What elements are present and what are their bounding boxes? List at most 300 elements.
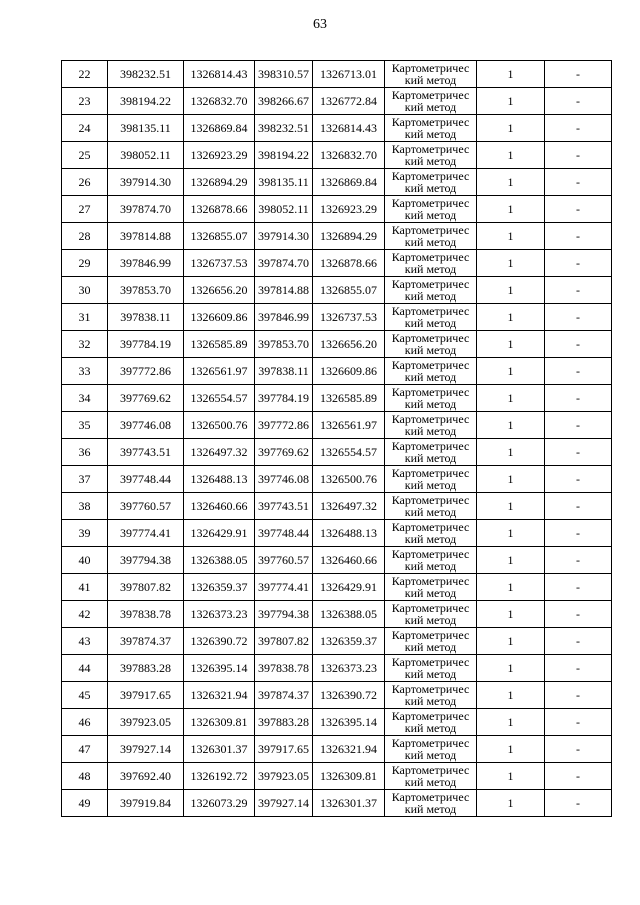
y-existing-cell: 1326373.23	[184, 601, 255, 628]
method-line-2: кий метод	[404, 262, 457, 276]
table-row	[62, 493, 612, 520]
x-existing-cell: 397838.11	[108, 304, 184, 331]
method-line-2: кий метод	[404, 370, 457, 384]
x-existing-cell: 397760.57	[108, 493, 184, 520]
note-cell: -	[545, 790, 612, 817]
x-existing-cell: 397743.51	[108, 439, 184, 466]
y-existing-cell: 1326656.20	[184, 277, 255, 304]
y-existing-cell: 1326073.29	[184, 790, 255, 817]
note-cell: -	[545, 142, 612, 169]
x-new-cell: 397748.44	[255, 520, 313, 547]
table-body	[62, 61, 612, 817]
accuracy-cell: 1	[477, 493, 545, 520]
method-cell	[385, 169, 477, 196]
note-cell: -	[545, 277, 612, 304]
table-row	[62, 115, 612, 142]
y-existing-cell: 1326388.05	[184, 547, 255, 574]
table-row	[62, 520, 612, 547]
point-number-cell: 22	[62, 61, 108, 88]
note-cell: -	[545, 88, 612, 115]
x-new-cell: 397846.99	[255, 304, 313, 331]
y-new-cell: 1326500.76	[313, 466, 385, 493]
method-line-1: Картометричес	[391, 466, 470, 480]
method-cell	[385, 412, 477, 439]
method-cell	[385, 331, 477, 358]
x-existing-cell: 397807.82	[108, 574, 184, 601]
x-new-cell: 397769.62	[255, 439, 313, 466]
point-number-cell: 23	[62, 88, 108, 115]
y-new-cell: 1326737.53	[313, 304, 385, 331]
method-line-2: кий метод	[404, 424, 457, 438]
x-existing-cell: 397853.70	[108, 277, 184, 304]
table-row	[62, 169, 612, 196]
y-new-cell: 1326855.07	[313, 277, 385, 304]
y-existing-cell: 1326923.29	[184, 142, 255, 169]
y-new-cell: 1326923.29	[313, 196, 385, 223]
method-cell	[385, 709, 477, 736]
method-cell	[385, 493, 477, 520]
y-existing-cell: 1326497.32	[184, 439, 255, 466]
accuracy-cell: 1	[477, 736, 545, 763]
method-line-1: Картометричес	[391, 682, 470, 696]
point-number-cell: 36	[62, 439, 108, 466]
y-new-cell: 1326713.01	[313, 61, 385, 88]
note-cell: -	[545, 439, 612, 466]
note-cell: -	[545, 412, 612, 439]
method-line-1: Картометричес	[391, 88, 470, 102]
method-line-1: Картометричес	[391, 115, 470, 129]
method-cell	[385, 790, 477, 817]
accuracy-cell: 1	[477, 250, 545, 277]
method-line-2: кий метод	[404, 775, 457, 789]
note-cell: -	[545, 169, 612, 196]
note-cell: -	[545, 601, 612, 628]
point-number-cell: 39	[62, 520, 108, 547]
x-new-cell: 398266.67	[255, 88, 313, 115]
accuracy-cell: 1	[477, 196, 545, 223]
point-number-cell: 35	[62, 412, 108, 439]
note-cell: -	[545, 655, 612, 682]
point-number-cell: 26	[62, 169, 108, 196]
note-cell: -	[545, 682, 612, 709]
y-existing-cell: 1326390.72	[184, 628, 255, 655]
method-line-1: Картометричес	[391, 358, 470, 372]
table-row	[62, 412, 612, 439]
x-new-cell: 397784.19	[255, 385, 313, 412]
method-line-1: Картометричес	[391, 223, 470, 237]
note-cell: -	[545, 493, 612, 520]
method-line-1: Картометричес	[391, 493, 470, 507]
point-number-cell: 33	[62, 358, 108, 385]
note-cell: -	[545, 223, 612, 250]
method-line-1: Картометричес	[391, 331, 470, 345]
note-cell: -	[545, 61, 612, 88]
table-row	[62, 790, 612, 817]
method-cell	[385, 115, 477, 142]
table-row	[62, 574, 612, 601]
y-new-cell: 1326832.70	[313, 142, 385, 169]
method-line-1: Картометричес	[391, 277, 470, 291]
note-cell: -	[545, 196, 612, 223]
y-new-cell: 1326395.14	[313, 709, 385, 736]
method-line-1: Картометричес	[391, 790, 470, 804]
x-existing-cell: 398052.11	[108, 142, 184, 169]
method-line-1: Картометричес	[391, 169, 470, 183]
x-existing-cell: 397874.70	[108, 196, 184, 223]
method-line-1: Картометричес	[391, 439, 470, 453]
x-new-cell: 397760.57	[255, 547, 313, 574]
method-cell	[385, 682, 477, 709]
x-existing-cell: 398232.51	[108, 61, 184, 88]
table-row	[62, 628, 612, 655]
x-new-cell: 398052.11	[255, 196, 313, 223]
method-line-2: кий метод	[404, 289, 457, 303]
y-existing-cell: 1326894.29	[184, 169, 255, 196]
method-cell	[385, 466, 477, 493]
point-number-cell: 47	[62, 736, 108, 763]
note-cell: -	[545, 736, 612, 763]
accuracy-cell: 1	[477, 439, 545, 466]
method-line-2: кий метод	[404, 73, 457, 87]
method-line-1: Картометричес	[391, 142, 470, 156]
method-cell	[385, 196, 477, 223]
method-cell	[385, 385, 477, 412]
x-existing-cell: 397774.41	[108, 520, 184, 547]
method-line-2: кий метод	[404, 397, 457, 411]
note-cell: -	[545, 385, 612, 412]
note-cell: -	[545, 331, 612, 358]
table-row	[62, 736, 612, 763]
y-existing-cell: 1326309.81	[184, 709, 255, 736]
note-cell: -	[545, 628, 612, 655]
table-row	[62, 331, 612, 358]
point-number-cell: 41	[62, 574, 108, 601]
method-line-1: Картометричес	[391, 574, 470, 588]
accuracy-cell: 1	[477, 277, 545, 304]
y-existing-cell: 1326869.84	[184, 115, 255, 142]
accuracy-cell: 1	[477, 547, 545, 574]
table-row	[62, 304, 612, 331]
x-existing-cell: 397772.86	[108, 358, 184, 385]
x-existing-cell: 397814.88	[108, 223, 184, 250]
y-new-cell: 1326497.32	[313, 493, 385, 520]
note-cell: -	[545, 250, 612, 277]
method-line-2: кий метод	[404, 478, 457, 492]
x-new-cell: 397923.05	[255, 763, 313, 790]
x-existing-cell: 398135.11	[108, 115, 184, 142]
method-cell	[385, 520, 477, 547]
method-line-2: кий метод	[404, 640, 457, 654]
point-number-cell: 27	[62, 196, 108, 223]
table-row	[62, 709, 612, 736]
table-row	[62, 655, 612, 682]
method-line-2: кий метод	[404, 316, 457, 330]
x-new-cell: 397874.70	[255, 250, 313, 277]
accuracy-cell: 1	[477, 142, 545, 169]
y-new-cell: 1326814.43	[313, 115, 385, 142]
accuracy-cell: 1	[477, 385, 545, 412]
table-row	[62, 466, 612, 493]
accuracy-cell: 1	[477, 601, 545, 628]
method-cell	[385, 88, 477, 115]
accuracy-cell: 1	[477, 115, 545, 142]
accuracy-cell: 1	[477, 169, 545, 196]
table-row	[62, 223, 612, 250]
x-new-cell: 398232.51	[255, 115, 313, 142]
method-line-2: кий метод	[404, 208, 457, 222]
y-existing-cell: 1326814.43	[184, 61, 255, 88]
method-cell	[385, 439, 477, 466]
y-existing-cell: 1326192.72	[184, 763, 255, 790]
y-new-cell: 1326869.84	[313, 169, 385, 196]
accuracy-cell: 1	[477, 574, 545, 601]
point-number-cell: 48	[62, 763, 108, 790]
accuracy-cell: 1	[477, 628, 545, 655]
accuracy-cell: 1	[477, 655, 545, 682]
accuracy-cell: 1	[477, 304, 545, 331]
method-cell	[385, 736, 477, 763]
accuracy-cell: 1	[477, 61, 545, 88]
method-cell	[385, 142, 477, 169]
x-existing-cell: 397746.08	[108, 412, 184, 439]
method-cell	[385, 223, 477, 250]
method-line-2: кий метод	[404, 100, 457, 114]
accuracy-cell: 1	[477, 412, 545, 439]
point-number-cell: 49	[62, 790, 108, 817]
method-line-2: кий метод	[404, 505, 457, 519]
table-row	[62, 250, 612, 277]
y-new-cell: 1326561.97	[313, 412, 385, 439]
accuracy-cell: 1	[477, 358, 545, 385]
table-row	[62, 88, 612, 115]
y-new-cell: 1326429.91	[313, 574, 385, 601]
x-new-cell: 397814.88	[255, 277, 313, 304]
y-existing-cell: 1326585.89	[184, 331, 255, 358]
x-existing-cell: 397794.38	[108, 547, 184, 574]
point-number-cell: 40	[62, 547, 108, 574]
method-line-2: кий метод	[404, 802, 457, 816]
x-existing-cell: 397846.99	[108, 250, 184, 277]
y-existing-cell: 1326561.97	[184, 358, 255, 385]
method-line-2: кий метод	[404, 721, 457, 735]
method-cell	[385, 655, 477, 682]
coordinates-table	[61, 60, 612, 817]
method-line-1: Картометричес	[391, 628, 470, 642]
method-line-2: кий метод	[404, 451, 457, 465]
y-existing-cell: 1326395.14	[184, 655, 255, 682]
x-existing-cell: 397917.65	[108, 682, 184, 709]
x-new-cell: 397914.30	[255, 223, 313, 250]
y-new-cell: 1326301.37	[313, 790, 385, 817]
table-row	[62, 142, 612, 169]
method-line-1: Картометричес	[391, 412, 470, 426]
method-line-1: Картометричес	[391, 196, 470, 210]
point-number-cell: 44	[62, 655, 108, 682]
x-new-cell: 397917.65	[255, 736, 313, 763]
point-number-cell: 43	[62, 628, 108, 655]
x-existing-cell: 397769.62	[108, 385, 184, 412]
method-line-2: кий метод	[404, 667, 457, 681]
note-cell: -	[545, 304, 612, 331]
method-line-2: кий метод	[404, 235, 457, 249]
method-line-1: Картометричес	[391, 61, 470, 75]
y-new-cell: 1326321.94	[313, 736, 385, 763]
page-number: 63	[313, 17, 327, 32]
point-number-cell: 32	[62, 331, 108, 358]
note-cell: -	[545, 115, 612, 142]
note-cell: -	[545, 547, 612, 574]
x-existing-cell: 397692.40	[108, 763, 184, 790]
y-new-cell: 1326388.05	[313, 601, 385, 628]
method-line-1: Картометричес	[391, 655, 470, 669]
y-existing-cell: 1326301.37	[184, 736, 255, 763]
x-existing-cell: 397784.19	[108, 331, 184, 358]
note-cell: -	[545, 520, 612, 547]
y-existing-cell: 1326488.13	[184, 466, 255, 493]
y-new-cell: 1326488.13	[313, 520, 385, 547]
y-new-cell: 1326772.84	[313, 88, 385, 115]
x-new-cell: 397838.78	[255, 655, 313, 682]
point-number-cell: 28	[62, 223, 108, 250]
table-row	[62, 682, 612, 709]
x-existing-cell: 397927.14	[108, 736, 184, 763]
x-new-cell: 397772.86	[255, 412, 313, 439]
method-line-2: кий метод	[404, 613, 457, 627]
method-line-2: кий метод	[404, 532, 457, 546]
y-new-cell: 1326656.20	[313, 331, 385, 358]
x-new-cell: 398194.22	[255, 142, 313, 169]
table-row	[62, 439, 612, 466]
y-new-cell: 1326878.66	[313, 250, 385, 277]
method-line-1: Картометричес	[391, 736, 470, 750]
x-new-cell: 397874.37	[255, 682, 313, 709]
method-cell	[385, 763, 477, 790]
x-existing-cell: 397919.84	[108, 790, 184, 817]
method-line-2: кий метод	[404, 127, 457, 141]
method-cell	[385, 304, 477, 331]
y-new-cell: 1326359.37	[313, 628, 385, 655]
x-existing-cell: 397923.05	[108, 709, 184, 736]
method-cell	[385, 277, 477, 304]
x-new-cell: 397746.08	[255, 466, 313, 493]
table-row	[62, 547, 612, 574]
table-row	[62, 601, 612, 628]
accuracy-cell: 1	[477, 88, 545, 115]
point-number-cell: 24	[62, 115, 108, 142]
y-existing-cell: 1326609.86	[184, 304, 255, 331]
y-new-cell: 1326609.86	[313, 358, 385, 385]
y-existing-cell: 1326429.91	[184, 520, 255, 547]
accuracy-cell: 1	[477, 763, 545, 790]
y-new-cell: 1326390.72	[313, 682, 385, 709]
note-cell: -	[545, 709, 612, 736]
x-new-cell: 397883.28	[255, 709, 313, 736]
method-line-1: Картометричес	[391, 547, 470, 561]
x-new-cell: 398310.57	[255, 61, 313, 88]
y-new-cell: 1326373.23	[313, 655, 385, 682]
point-number-cell: 25	[62, 142, 108, 169]
table-row	[62, 61, 612, 88]
method-line-1: Картометричес	[391, 250, 470, 264]
method-line-2: кий метод	[404, 748, 457, 762]
point-number-cell: 42	[62, 601, 108, 628]
x-existing-cell: 397883.28	[108, 655, 184, 682]
accuracy-cell: 1	[477, 223, 545, 250]
point-number-cell: 30	[62, 277, 108, 304]
accuracy-cell: 1	[477, 682, 545, 709]
y-existing-cell: 1326878.66	[184, 196, 255, 223]
method-line-2: кий метод	[404, 559, 457, 573]
method-line-1: Картометричес	[391, 601, 470, 615]
table-row	[62, 277, 612, 304]
method-cell	[385, 574, 477, 601]
point-number-cell: 37	[62, 466, 108, 493]
note-cell: -	[545, 574, 612, 601]
x-existing-cell: 398194.22	[108, 88, 184, 115]
x-existing-cell: 397874.37	[108, 628, 184, 655]
y-existing-cell: 1326855.07	[184, 223, 255, 250]
table-row	[62, 358, 612, 385]
method-line-2: кий метод	[404, 154, 457, 168]
accuracy-cell: 1	[477, 331, 545, 358]
point-number-cell: 31	[62, 304, 108, 331]
method-cell	[385, 547, 477, 574]
y-existing-cell: 1326554.57	[184, 385, 255, 412]
method-cell	[385, 61, 477, 88]
y-existing-cell: 1326500.76	[184, 412, 255, 439]
y-existing-cell: 1326359.37	[184, 574, 255, 601]
point-number-cell: 38	[62, 493, 108, 520]
y-new-cell: 1326554.57	[313, 439, 385, 466]
point-number-cell: 45	[62, 682, 108, 709]
x-existing-cell: 397914.30	[108, 169, 184, 196]
x-new-cell: 397794.38	[255, 601, 313, 628]
accuracy-cell: 1	[477, 709, 545, 736]
note-cell: -	[545, 466, 612, 493]
x-new-cell: 398135.11	[255, 169, 313, 196]
note-cell: -	[545, 763, 612, 790]
method-line-1: Картометричес	[391, 520, 470, 534]
method-line-2: кий метод	[404, 694, 457, 708]
x-new-cell: 397807.82	[255, 628, 313, 655]
x-new-cell: 397927.14	[255, 790, 313, 817]
method-line-2: кий метод	[404, 181, 457, 195]
y-new-cell: 1326585.89	[313, 385, 385, 412]
accuracy-cell: 1	[477, 790, 545, 817]
accuracy-cell: 1	[477, 520, 545, 547]
y-existing-cell: 1326832.70	[184, 88, 255, 115]
point-number-cell: 29	[62, 250, 108, 277]
method-cell	[385, 601, 477, 628]
x-new-cell: 397853.70	[255, 331, 313, 358]
accuracy-cell: 1	[477, 466, 545, 493]
method-line-2: кий метод	[404, 343, 457, 357]
method-line-2: кий метод	[404, 586, 457, 600]
y-new-cell: 1326309.81	[313, 763, 385, 790]
method-line-1: Картометричес	[391, 385, 470, 399]
x-existing-cell: 397838.78	[108, 601, 184, 628]
point-number-cell: 34	[62, 385, 108, 412]
method-line-1: Картометричес	[391, 304, 470, 318]
table-row	[62, 385, 612, 412]
method-line-1: Картометричес	[391, 709, 470, 723]
x-new-cell: 397743.51	[255, 493, 313, 520]
x-new-cell: 397838.11	[255, 358, 313, 385]
table-row	[62, 763, 612, 790]
y-existing-cell: 1326737.53	[184, 250, 255, 277]
x-new-cell: 397774.41	[255, 574, 313, 601]
y-existing-cell: 1326460.66	[184, 493, 255, 520]
